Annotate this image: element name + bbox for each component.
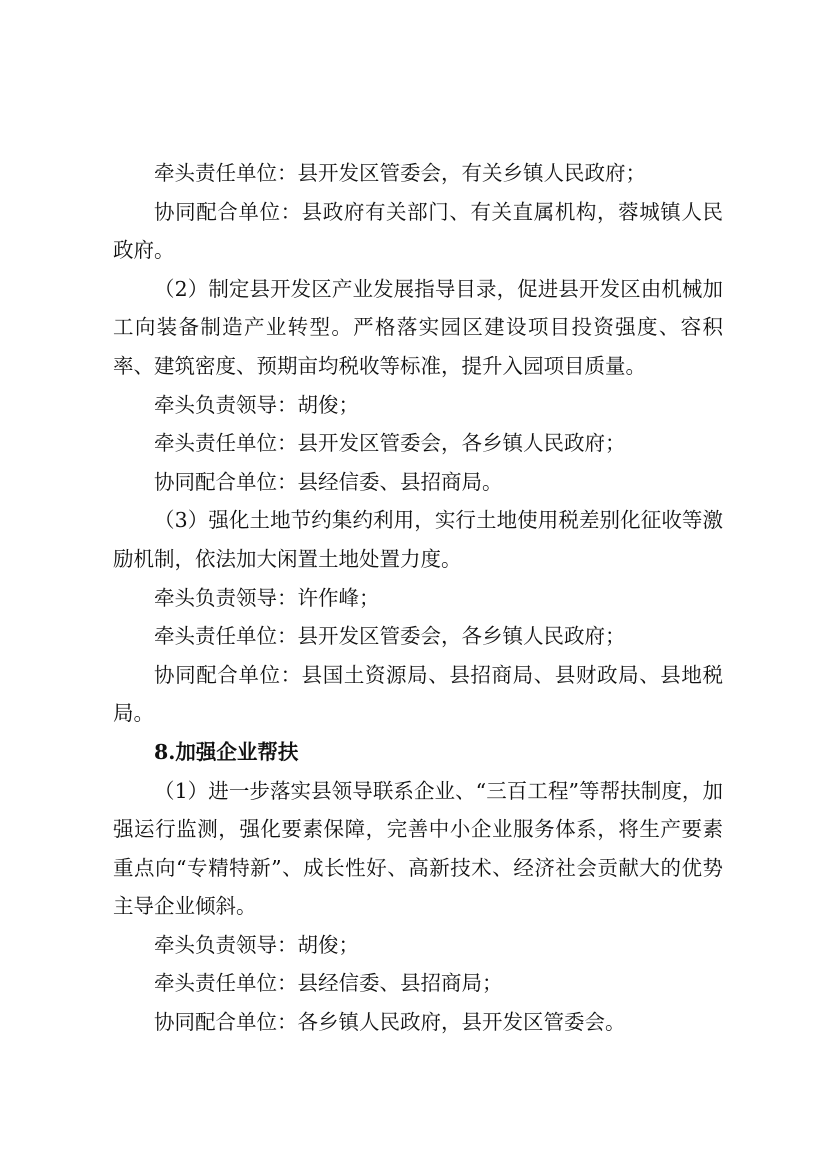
cooperating-unit-line: 协同配合单位：各乡镇人民政府，县开发区管委会。 <box>154 1010 626 1035</box>
leader-line: 牵头负责领导：许作峰； <box>154 585 380 610</box>
section-heading: 8.加强企业帮扶 <box>154 739 299 764</box>
item-paragraph: （2）制定县开发区产业发展指导目录，促进县开发区由机械加工向装备制造产业转型。严格落实园区建设项目投资强度、容积率、建筑密度、预期亩均税收等标准，提升入园项目质量。 <box>113 276 723 378</box>
document-body <box>113 154 723 1042</box>
cooperating-unit-line: 协同配合单位：县经信委、县招商局。 <box>154 469 503 494</box>
cooperating-unit-line: 协同配合单位：县政府有关部门、有关直属机构，蓉城镇人民政府。 <box>113 199 723 263</box>
item-paragraph: （3）强化土地节约集约利用，实行土地使用税差别化征收等激励机制，依法加大闲置土地处置力度。 <box>113 508 723 571</box>
responsible-unit-line: 牵头责任单位：县经信委、县招商局； <box>154 971 503 996</box>
responsible-unit-line: 牵头责任单位：县开发区管委会，有关乡镇人民政府； <box>154 161 646 185</box>
responsible-unit-line: 牵头责任单位：县开发区管委会，各乡镇人民政府； <box>154 431 626 456</box>
leader-line: 牵头负责领导：胡俊； <box>154 392 359 417</box>
responsible-unit-line: 牵头责任单位：县开发区管委会，各乡镇人民政府； <box>154 624 626 649</box>
item-paragraph: （1）进一步落实县领导联系企业、“三百工程”等帮扶制度，加强运行监测，强化要素保障，完善中小企业服务体系，将生产要素重点向“专精特新”、成长性好、高新技术、经济社会贡献大的优势主导企业倾斜。 <box>113 778 723 919</box>
cooperating-unit-line: 协同配合单位：县国土资源局、县招商局、县财政局、县地税局。 <box>113 662 723 726</box>
leader-line: 牵头负责领导：胡俊； <box>154 932 359 957</box>
